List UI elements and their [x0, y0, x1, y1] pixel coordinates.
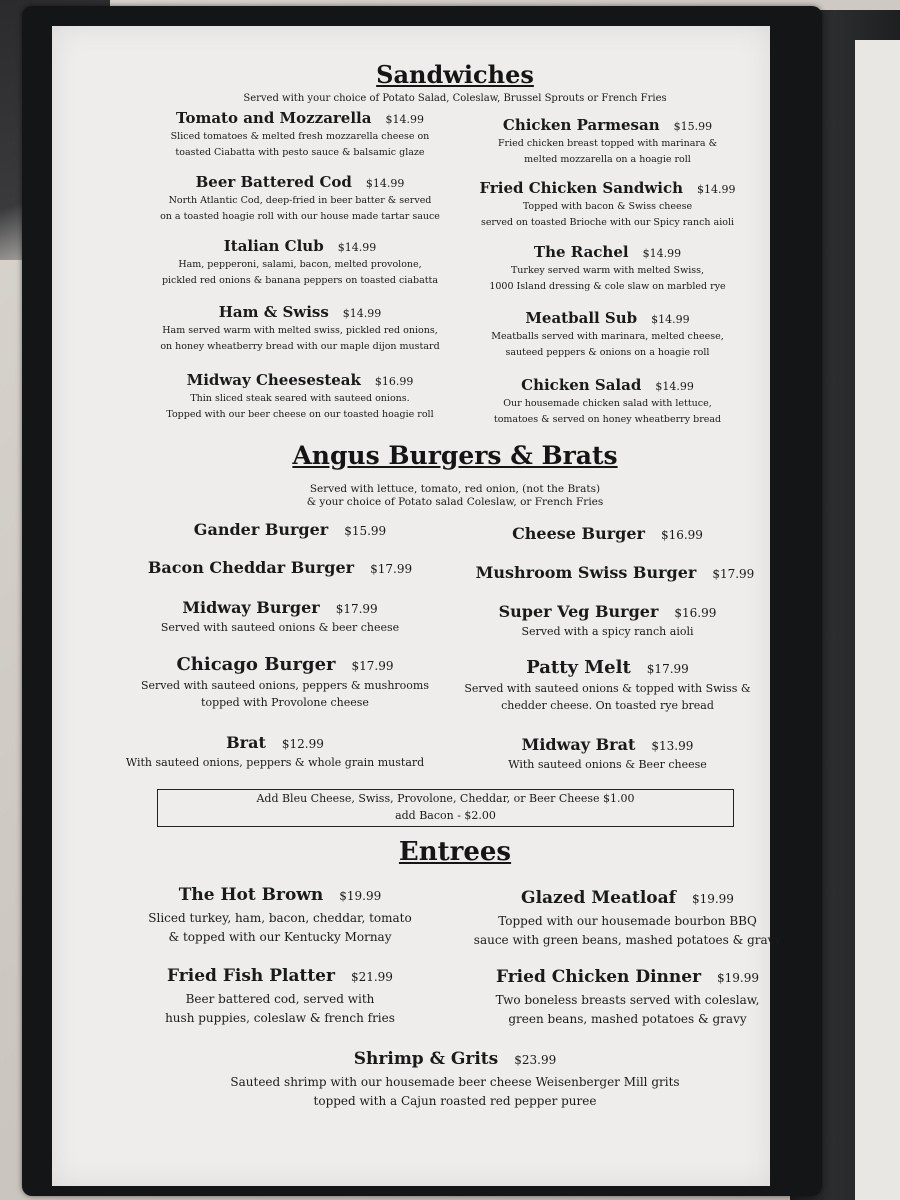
item-description: Meatballs served with marinara, melted cheese, sauteed peppers & onions on a hoagie roll [491, 331, 724, 358]
menu-item [450, 115, 765, 168]
item-name: Mushroom Swiss Burger [475, 563, 697, 582]
item-price: $17.99 [646, 662, 689, 676]
item-price: $19.99 [717, 971, 760, 985]
item-description: Beer battered cod, served with hush puppies, coleslaw & french fries [165, 992, 395, 1025]
item-price: $23.99 [514, 1053, 557, 1067]
item-description: Served with sauteed onions & topped with Swiss & chedder cheese. On toasted rye bread [464, 682, 751, 712]
menu-item [110, 733, 440, 771]
menu-item [450, 602, 765, 640]
item-name: Italian Club [223, 237, 324, 255]
item-price: $14.99 [697, 183, 736, 196]
addon-bacon: add Bacon - $2.00 [395, 809, 496, 822]
item-price: $19.99 [339, 889, 382, 903]
item-name: Midway Burger [182, 598, 320, 617]
menu-item [110, 558, 450, 577]
item-description: Ham served warm with melted swiss, pickled red onions, on honey wheatberry bread with our maple dijon mustard [160, 325, 440, 352]
menu-item [110, 654, 460, 711]
item-price: $16.99 [660, 528, 703, 542]
item-name: Glazed Meatloaf [521, 888, 676, 908]
entrees-title: Entrees [398, 837, 512, 867]
item-name: Cheese Burger [512, 524, 645, 543]
menu-item [190, 1049, 720, 1111]
item-price: $17.99 [370, 562, 413, 576]
menu-item [450, 563, 780, 582]
item-name: Gander Burger [193, 520, 329, 539]
item-description: Our housemade chicken salad with lettuce, tomatoes & served on honey wheatberry bread [493, 398, 722, 425]
item-name: Chicken Salad [521, 376, 642, 394]
item-price: $14.99 [385, 113, 424, 126]
item-price: $17.99 [351, 659, 394, 673]
item-price: $17.99 [712, 567, 755, 581]
item-name: Meatball Sub [525, 309, 638, 327]
item-description: Sauteed shrimp with our housemade beer cheese Weisenberger Mill grits topped with a Cajun roasted red pepper puree [230, 1075, 680, 1108]
item-name: Chicago Burger [176, 654, 336, 675]
item-name: Ham & Swiss [218, 303, 329, 321]
item-price: $12.99 [281, 737, 324, 751]
menu-item [450, 178, 765, 231]
item-description: Topped with our housemade bourbon BBQ sauce with green beans, mashed potatoes & gravy [473, 914, 782, 947]
item-price: $14.99 [337, 241, 377, 254]
menu-item [130, 302, 470, 355]
menu-item [130, 108, 470, 161]
item-description: North Atlantic Cod, deep-fried in beer batter & served on a toasted hoagie roll with our house made tartar sauce [160, 195, 440, 222]
item-name: Tomato and Mozzarella [176, 109, 372, 127]
item-name: Beer Battered Cod [195, 173, 352, 191]
menu-item [120, 370, 480, 423]
menu-item [110, 885, 450, 947]
item-price: $16.99 [674, 606, 717, 620]
item-description: Turkey served warm with melted Swiss, 1000 Island dressing & cole slaw on marbled rye [489, 265, 726, 292]
item-description: Ham, pepperoni, salami, bacon, melted provolone, pickled red onions & banana peppers on toasted ciabatta [161, 259, 439, 286]
item-description: With sauteed onions & Beer cheese [508, 758, 707, 771]
item-price: $21.99 [350, 970, 393, 984]
menu-item [450, 375, 765, 428]
item-price: $14.99 [655, 380, 694, 393]
item-description: Topped with bacon & Swiss cheese served on toasted Brioche with our Spicy ranch aioli [480, 201, 735, 228]
addons-box [157, 789, 734, 827]
item-name: The Rachel [533, 243, 629, 261]
item-name: Brat [226, 733, 266, 752]
item-price: $19.99 [691, 892, 734, 906]
item-price: $14.99 [342, 307, 382, 320]
item-description: Served with sauteed onions, peppers & mushrooms topped with Provolone cheese [141, 679, 429, 709]
item-description: Fried chicken breast topped with marinara & melted mozzarella on a hoagie roll [497, 138, 718, 165]
menu-item [450, 308, 765, 361]
item-description: Served with sauteed onions & beer cheese [160, 621, 400, 634]
menu-item [120, 520, 460, 539]
item-price: $17.99 [335, 602, 378, 616]
item-price: $13.99 [651, 739, 694, 753]
item-name: The Hot Brown [178, 885, 324, 905]
sandwiches-title: Sandwiches [376, 60, 534, 89]
sandwiches-subtitle: Served with your choice of Potato Salad, Coleslaw, Brussel Sprouts or French Fries [243, 93, 667, 104]
item-description: Sliced tomatoes & melted fresh mozzarella cheese on toasted Ciabatta with pesto sauce & balsamic glaze [170, 131, 430, 158]
menu-item [130, 172, 470, 225]
item-name: Fried Chicken Sandwich [479, 179, 684, 197]
burgers-subtitle: Served with lettuce, tomato, red onion, (not the Brats) & your choice of Potato salad Coleslaw, or French Fries [306, 483, 604, 508]
item-name: Fried Chicken Dinner [495, 967, 702, 987]
item-price: $14.99 [365, 177, 405, 190]
burgers-title: Angus Burgers & Brats [292, 441, 618, 470]
item-price: $16.99 [374, 375, 414, 388]
menu-item [450, 524, 765, 543]
menu-item [465, 888, 790, 950]
item-name: Fried Fish Platter [167, 966, 335, 986]
item-description: Served with a spicy ranch aioli [521, 625, 694, 638]
item-name: Super Veg Burger [498, 602, 659, 621]
item-price: $14.99 [651, 313, 690, 326]
menu-item [465, 967, 790, 1029]
item-name: Midway Brat [521, 735, 636, 754]
menu-item [450, 242, 765, 295]
menu-item [110, 966, 450, 1028]
item-name: Bacon Cheddar Burger [147, 558, 355, 577]
item-price: $15.99 [344, 524, 387, 538]
item-name: Patty Melt [526, 657, 631, 678]
item-description: Thin sliced steak seared with sauteed onions. Topped with our beer cheese on our toasted hoagie roll [166, 393, 434, 420]
menu-item [130, 236, 470, 289]
item-name: Shrimp & Grits [353, 1049, 499, 1069]
item-description: With sauteed onions, peppers & whole grain mustard [125, 756, 425, 769]
addon-cheese: Add Bleu Cheese, Swiss, Provolone, Cheddar, or Beer Cheese $1.00 [256, 792, 635, 805]
menu-item [110, 598, 450, 636]
item-description: Two boneless breasts served with coleslaw, green beans, mashed potatoes & gravy [495, 993, 760, 1026]
item-name: Chicken Parmesan [502, 116, 660, 134]
item-price: $15.99 [673, 120, 713, 133]
item-description: Sliced turkey, ham, bacon, cheddar, tomato & topped with our Kentucky Mornay [148, 911, 412, 944]
menu-item [450, 735, 765, 773]
menu-item [450, 657, 765, 714]
item-name: Midway Cheesesteak [186, 371, 361, 389]
item-price: $14.99 [642, 247, 682, 260]
